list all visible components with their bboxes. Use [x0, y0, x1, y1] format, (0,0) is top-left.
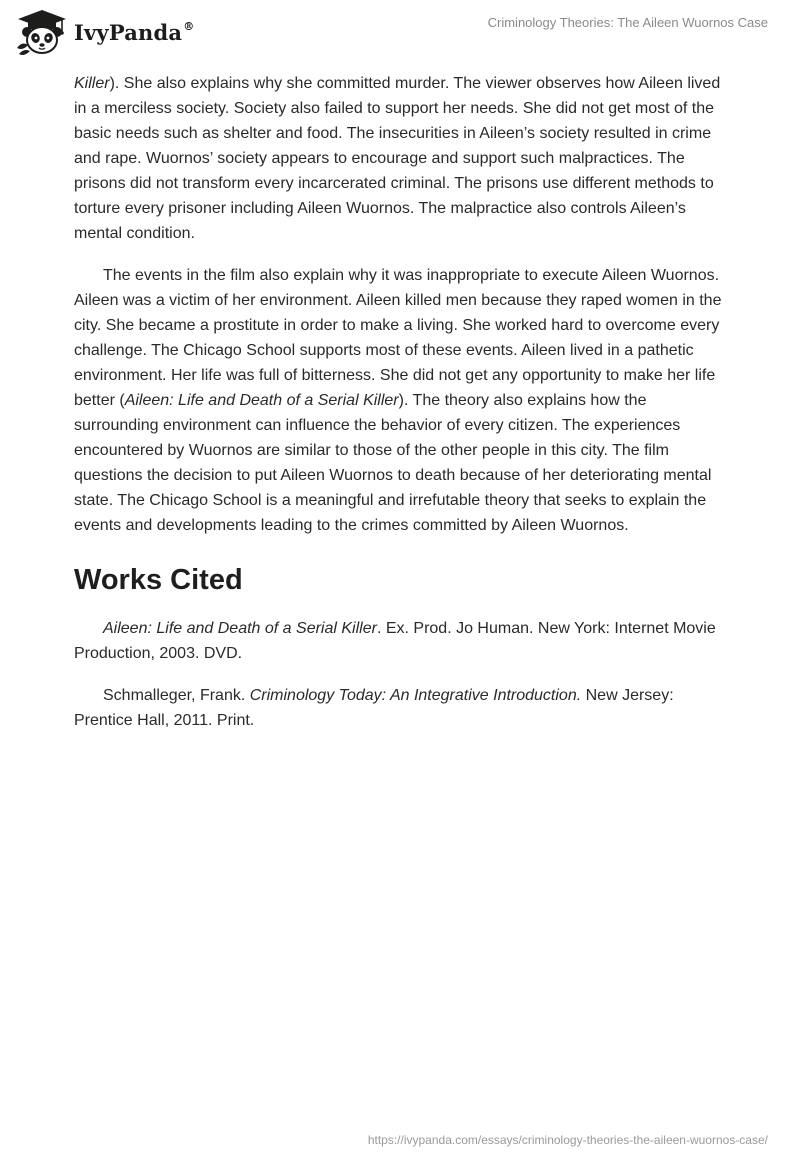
- essay-body: [74, 71, 726, 750]
- page-header: [0, 0, 800, 64]
- brand-name: IvyPanda®: [74, 19, 195, 45]
- panda-graduate-icon: [14, 8, 70, 56]
- document-title: Criminology Theories: The Aileen Wuornos Case: [487, 15, 768, 30]
- paragraph-2-text-before: The events in the film also explain why it was inappropriate to execute Aileen Wuornos. Aileen was a victim of her environment. Aileen killed men because they raped women in the city. She became a prostitute in order to make a living. She worked hard to overcome every challenge. The Chicago School supports most of these events. Aileen lived in a pathetic environment. Her life was full of bitterness. She did not get any opportunity to make her life better (: [74, 267, 722, 409]
- source-url-link[interactable]: https://ivypanda.com/essays/criminology-theories-the-aileen-wuornos-case/: [367, 1133, 768, 1147]
- paragraph-1-text: ). She also explains why she committed murder. The viewer observes how Aileen lived in a merciless society. Society also failed to support her needs. She did not get most of the basic needs such as shelter and food. The insecurities in Aileen’s society resulted in crime and rape. Wuornos’ society appears to encourage and support such malpractices. The prisons did not transform every incarcerated criminal. The prisons use different methods to torture every prisoner including Aileen Wuornos. The malpractice also controls Aileen’s mental condition.: [74, 75, 721, 242]
- reference-2-author: Schmalleger, Frank.: [103, 687, 250, 704]
- ivypanda-logo[interactable]: [14, 8, 194, 56]
- reference-2: [74, 683, 726, 733]
- film-title-italic: Killer: [74, 75, 110, 92]
- paragraph-2: [74, 263, 726, 538]
- reference-1-title: Aileen: Life and Death of a Serial Killer: [103, 620, 377, 637]
- reference-1: [74, 616, 726, 666]
- paragraph-1: [74, 71, 726, 246]
- reference-2-title: Criminology Today: An Integrative Introduction.: [249, 687, 582, 704]
- reference-2-after: New Jersey: Prentice Hall, 2011. Print.: [74, 687, 674, 729]
- paragraph-2-text-after: ). The theory also explains how the surrounding environment can influence the behavior of every citizen. The experiences encountered by Wuornos are similar to those of the other people in this city. The film questions the decision to put Aileen Wuornos to death because of her deteriorating mental state. The Chicago School is a meaningful and irrefutable theory that seeks to explain the events and developments leading to the crimes committed by Aileen Wuornos.: [74, 392, 712, 534]
- reference-1-after: . Ex. Prod. Jo Human. New York: Internet Movie Production, 2003. DVD.: [74, 620, 716, 662]
- works-cited-heading: Works Cited: [74, 564, 243, 596]
- film-title-italic: Aileen: Life and Death of a Serial Killer: [124, 392, 399, 409]
